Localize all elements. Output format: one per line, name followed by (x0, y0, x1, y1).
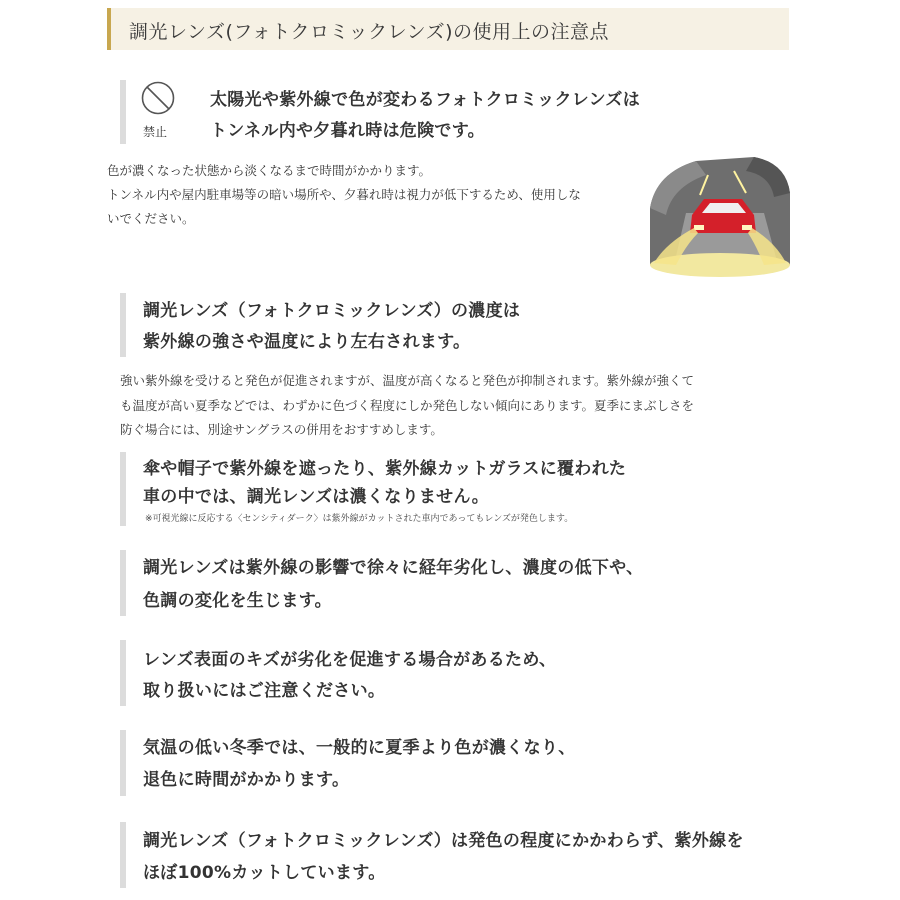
section-6-bar (120, 822, 126, 888)
section-1-body-line-2: も温度が高い夏季などでは、わずかに色づく程度にしか発色しない傾向にあります。夏季にまぶしさを (120, 398, 695, 413)
warning-bar (120, 80, 126, 144)
section-1-heading-line-2: 紫外線の強さや温度により左右されます。 (143, 332, 471, 352)
section-1-heading-line-1: 調光レンズ（フォトクロミックレンズ）の濃度は (143, 301, 521, 321)
prohibit-label: 禁止 (143, 125, 168, 139)
section-2-heading-line-2: 車の中では、調光レンズは濃くなりません。 (143, 487, 490, 507)
section-6-heading-line-2: ほぼ100%カットしています。 (143, 863, 386, 883)
warning-body-line-1: 色が濃くなった状態から淡くなるまで時間がかかります。 (107, 163, 432, 178)
section-5-bar (120, 730, 126, 796)
section-2-heading-line-1: 傘や帽子で紫外線を遮ったり、紫外線カットガラスに覆われた (143, 459, 627, 479)
warning-body-line-3: いでください。 (107, 211, 195, 226)
prohibit-icon (140, 80, 176, 116)
warning-body-line-2: トンネル内や屋内駐車場等の暗い場所や、夕暮れ時は視力が低下するため、使用しな (107, 187, 581, 202)
warning-heading-line-1: 太陽光や紫外線で色が変わるフォトクロミックレンズは (210, 90, 641, 110)
section-2-note: ※可視光線に反応する〈センシティダーク〉は紫外線がカットされた車内であってもレンズが発色します。 (145, 514, 574, 524)
tunnel-car-illustration (646, 153, 794, 278)
section-1-body-line-1: 強い紫外線を受けると発色が促進されますが、温度が高くなると発色が抑制されます。紫外線が強くて (120, 373, 695, 388)
section-4-heading-line-1: レンズ表面のキズが劣化を促進する場合があるため、 (143, 650, 557, 670)
section-3-bar (120, 550, 126, 616)
section-5-heading-line-2: 退色に時間がかかります。 (143, 770, 350, 790)
warning-heading-line-2: トンネル内や夕暮れ時は危険です。 (210, 121, 485, 141)
section-1-body-line-3: 防ぐ場合には、別途サングラスの併用をおすすめします。 (120, 422, 443, 437)
section-4-heading-line-2: 取り扱いにはご注意ください。 (143, 681, 386, 701)
section-4-bar (120, 640, 126, 706)
section-3-heading-line-2: 色調の変化を生じます。 (143, 591, 332, 611)
section-5-heading-line-1: 気温の低い冬季では、一般的に夏季より色が濃くなり、 (143, 738, 576, 758)
section-2-bar (120, 452, 126, 526)
section-3-heading-line-1: 調光レンズは紫外線の影響で徐々に経年劣化し、濃度の低下や、 (143, 558, 644, 578)
page-title: 調光レンズ(フォトクロミックレンズ)の使用上の注意点 (129, 21, 610, 43)
section-6-heading-line-1: 調光レンズ（フォトクロミックレンズ）は発色の程度にかかわらず、紫外線を (143, 831, 744, 851)
section-1-bar (120, 293, 126, 357)
section-header (107, 8, 789, 50)
